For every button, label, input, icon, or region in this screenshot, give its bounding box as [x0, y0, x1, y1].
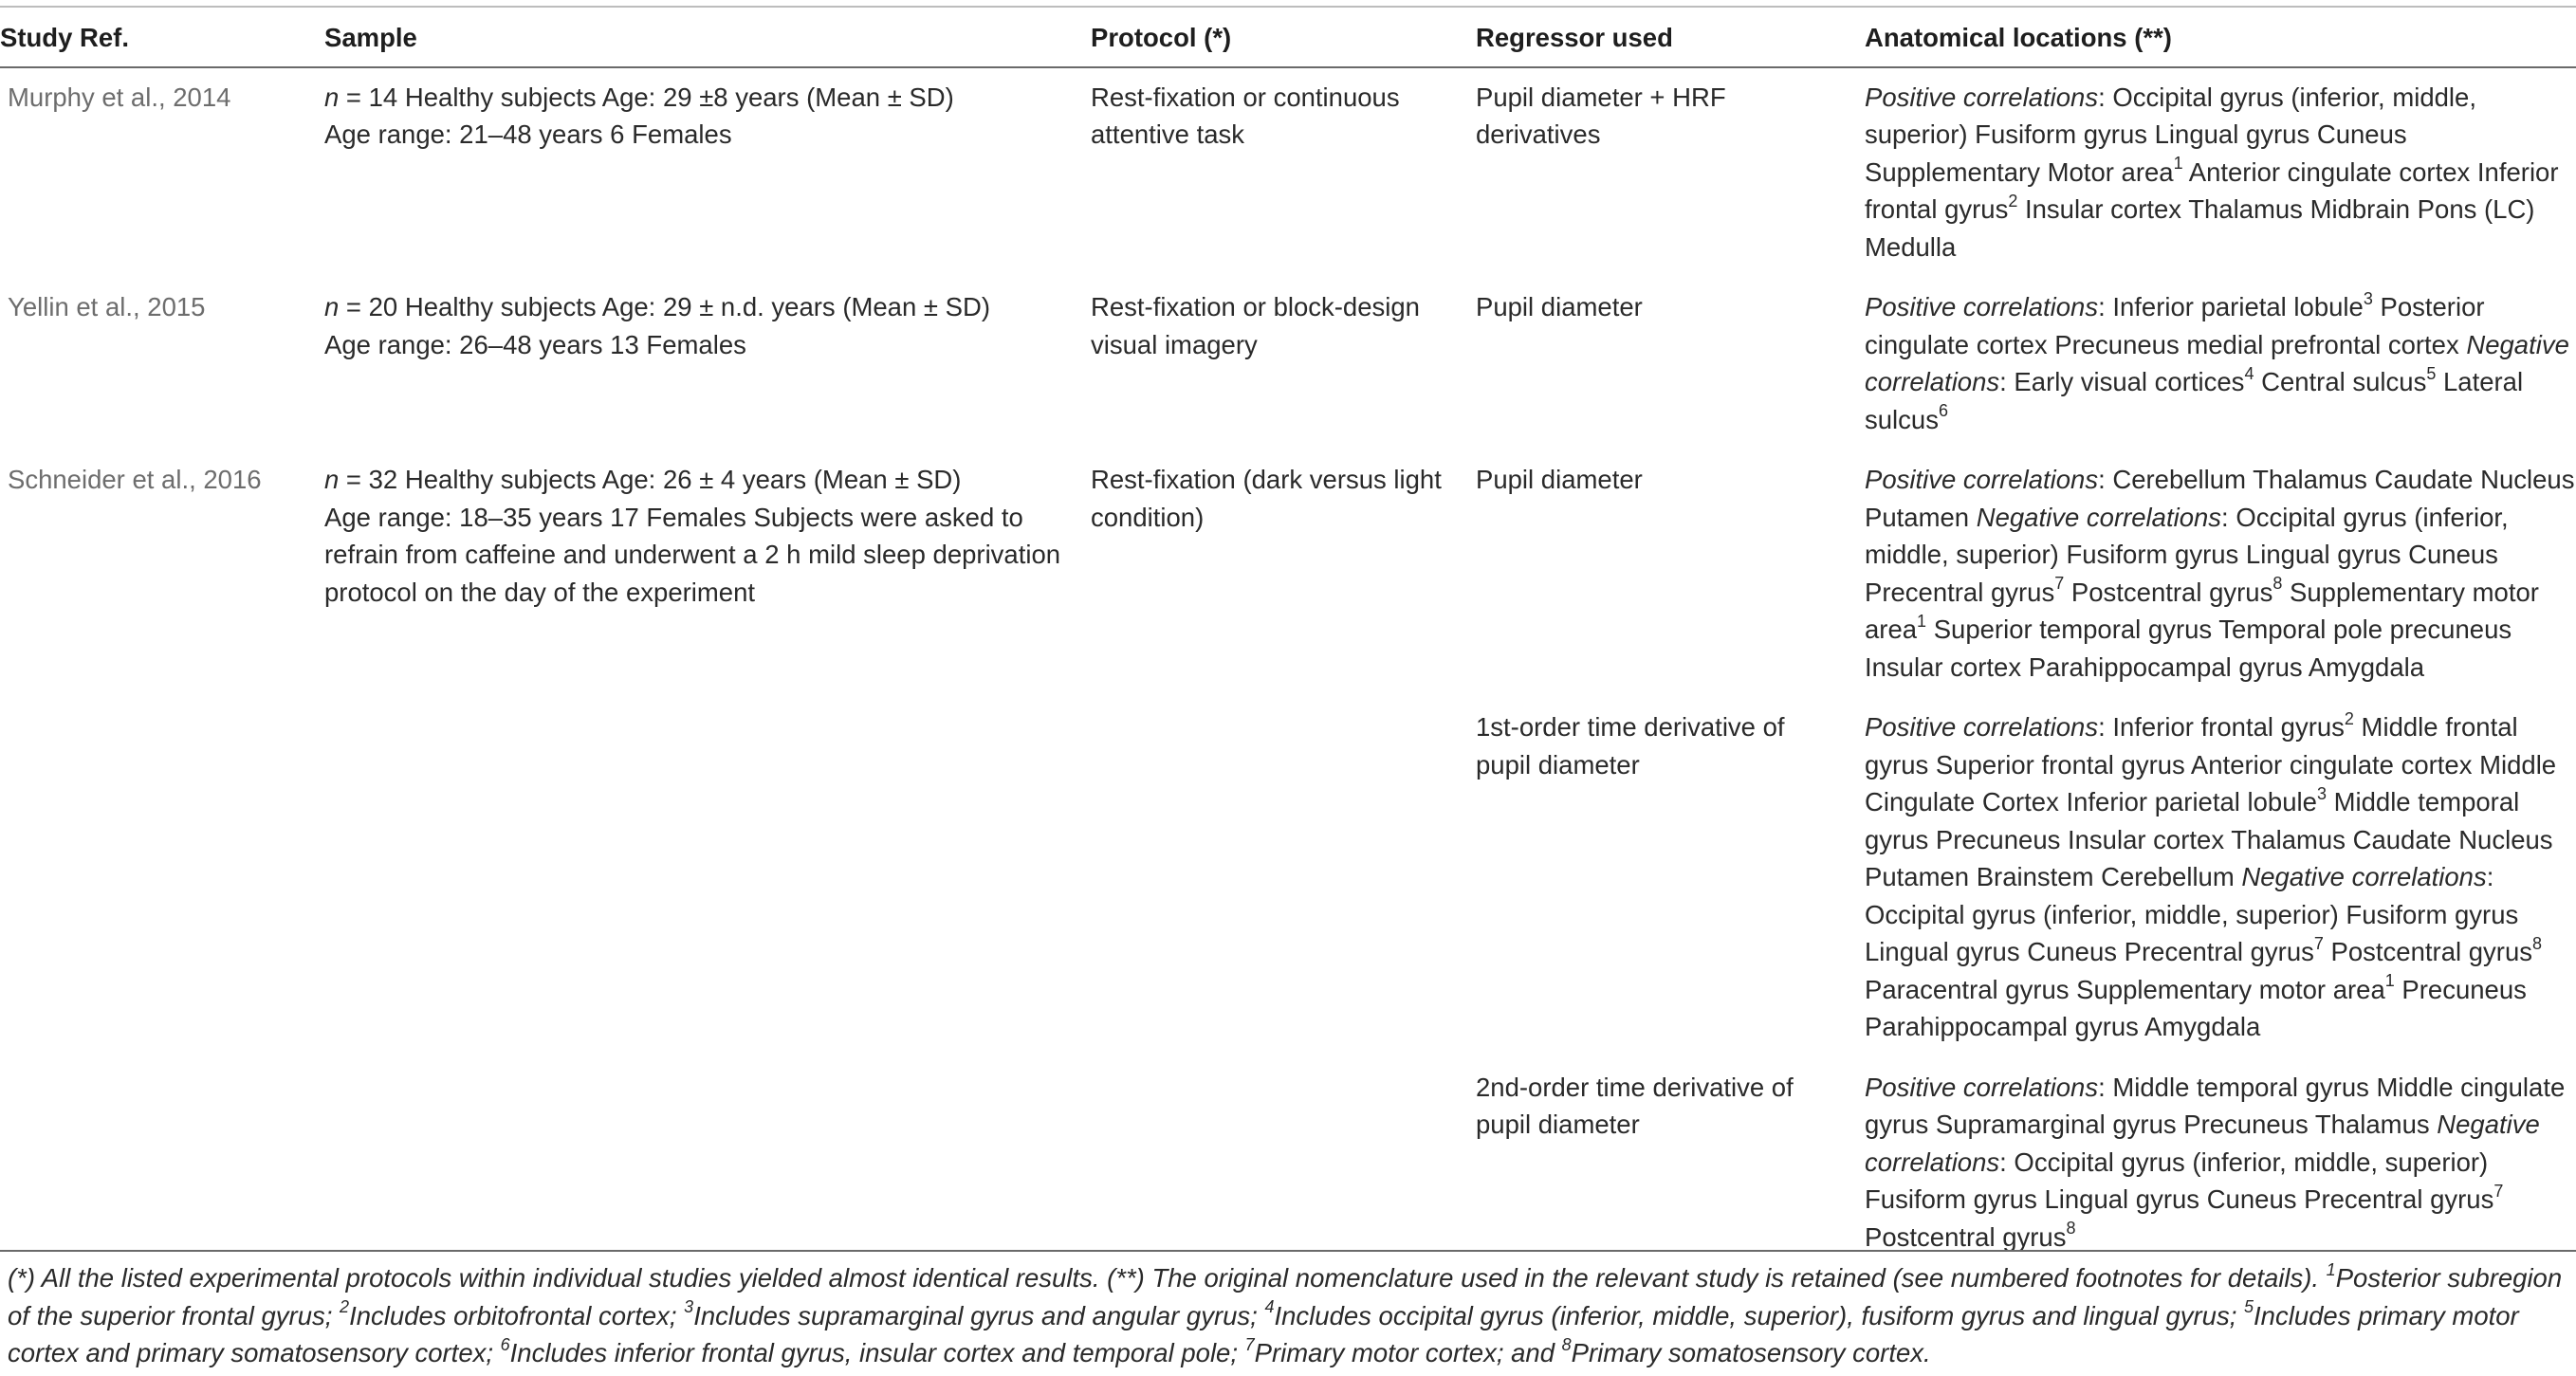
location-footnote-ref: 6 [1938, 401, 1948, 421]
footnote-footnote-ref: 7 [1244, 1334, 1255, 1354]
sample-summary: = 14 Healthy subjects Age: 29 ±8 years (Mean ± SD) [339, 82, 954, 112]
regressor-cell [1476, 278, 1865, 450]
location-label: Positive correlations [1865, 292, 2099, 321]
sample [324, 450, 1091, 623]
table-footnotes [8, 1259, 2568, 1372]
footnote-text: Includes inferior frontal gyrus, insular cortex and temporal pole; [509, 1338, 1245, 1367]
anatomical-locations-cell [1865, 67, 2576, 279]
location-footnote-ref: 7 [2313, 933, 2324, 953]
location-footnote-ref: 1 [1917, 611, 1927, 631]
location-text: : Inferior frontal gyrus [2098, 712, 2345, 742]
footnote-footnote-ref: 6 [500, 1334, 510, 1354]
location-text: Postcentral gyrus [1865, 1221, 2067, 1252]
sample-cell [324, 67, 1091, 279]
location-label: Negative correlations [1865, 329, 2569, 396]
location-footnote-ref: 5 [2426, 363, 2437, 383]
footnote-text: Includes supramarginal gyrus and angular gyrus; [693, 1300, 1265, 1330]
regressor-cell [1476, 67, 1865, 279]
location-text: Middle temporal gyrus Precuneus Insular cortex Thalamus Caudate Nucleus Putamen Brainstem Cerebellum [1865, 787, 2553, 891]
location-footnote-ref: 1 [2384, 971, 2395, 991]
sample-n-label: n [324, 465, 340, 494]
sample-summary: = 20 Healthy subjects Age: 29 ± n.d. years (Mean ± SD) [339, 292, 991, 321]
location-text: Paracentral gyrus Supplementary motor area [1865, 974, 2385, 1004]
sample-n-label: n [324, 292, 340, 321]
location-text: : Occipital gyrus (inferior, middle, superior) Fusiform gyrus Lingual gyrus Cuneus Precentral gyrus [1865, 862, 2519, 966]
study-ref-cell [0, 278, 324, 450]
location-footnote-ref: 2 [2008, 191, 2018, 211]
anatomical-locations-cell [1865, 278, 2576, 450]
sample-cell [324, 278, 1091, 450]
location-text: Central sulcus [2254, 367, 2427, 396]
protocol: Rest-fixation or continuous attentive task [1091, 82, 1400, 149]
footnote-footnote-ref: 1 [2326, 1259, 2336, 1279]
footnote-text: Includes primary motor cortex and primary somatosensory cortex; [8, 1300, 2519, 1367]
location-text: : Early visual cortices [1999, 367, 2245, 396]
study-ref-cell [0, 450, 324, 1268]
sample-details: Age range: 18–35 years 17 Females Subjects were asked to refrain from caffeine and underwent a 2 h mild sleep deprivation protocol on the day of the experiment [324, 502, 1061, 607]
anatomical-locations-cell [1865, 450, 2576, 698]
sample-details: Age range: 21–48 years 6 Females [324, 119, 732, 149]
location-footnote-ref: 2 [2344, 708, 2354, 728]
sample-summary: = 32 Healthy subjects Age: 26 ± 4 years (Mean ± SD) [339, 465, 962, 494]
sample-line [324, 461, 1091, 499]
location-label: Negative correlations [1976, 502, 2222, 532]
location-text: Middle frontal gyrus Superior frontal gyrus Anterior cingulate cortex Middle Cingulate Cortex Inferior parietal lobule [1865, 712, 2557, 816]
location-text: : Occipital gyrus (inferior, middle, superior) Fusiform gyrus Lingual gyrus Cuneus Precentral gyrus [1865, 502, 2509, 607]
location-text: : Inferior parietal lobule [2098, 292, 2364, 321]
footnote-footnote-ref: 8 [1561, 1334, 1572, 1354]
location-label: Positive correlations [1865, 1072, 2099, 1102]
table-row [0, 67, 2576, 279]
regressor: Pupil diameter [1476, 292, 1643, 321]
study-ref-cell [0, 67, 324, 279]
sample [324, 278, 1091, 376]
regressor: 1st-order time derivative of pupil diameter [1476, 712, 1785, 780]
sample [324, 68, 1091, 166]
footnote-text: Primary somatosensory cortex. [1571, 1338, 1931, 1367]
anatomical-locations [1865, 698, 2576, 1058]
location-text: : Occipital gyrus (inferior, middle, superior) Fusiform gyrus Lingual gyrus Cuneus Precentral gyrus [1865, 1147, 2494, 1214]
location-label: Negative correlations [1865, 1110, 2540, 1177]
anatomical-locations [1865, 68, 2576, 279]
location-text: Superior temporal gyrus Temporal pole precuneus Insular cortex Parahippocampal gyrus Amygdala [1865, 615, 2512, 682]
protocol-cell [1091, 278, 1476, 450]
location-label: Negative correlations [2241, 862, 2487, 891]
location-footnote-ref: 3 [2363, 288, 2373, 308]
location-text: Postcentral gyrus [2064, 577, 2273, 607]
sample-details: Age range: 26–48 years 13 Females [324, 329, 746, 359]
header-protocol: Protocol (*) [1091, 7, 1476, 67]
regressor: Pupil diameter + HRF derivatives [1476, 82, 1726, 149]
location-text: Insular cortex Thalamus Midbrain Pons (LC) Medulla [1865, 194, 2535, 262]
location-text: Anterior cingulate cortex Inferior frontal gyrus [1865, 156, 2559, 224]
anatomical-locations-cell [1865, 698, 2576, 1058]
footnote-footnote-ref: 2 [340, 1297, 350, 1317]
study-ref: Schneider et al., 2016 [8, 465, 262, 494]
location-footnote-ref: 7 [2054, 574, 2065, 594]
location-text: Postcentral gyrus [2323, 937, 2532, 966]
location-footnote-ref: 3 [2316, 783, 2327, 803]
sample-cell [324, 450, 1091, 1268]
location-label: Positive correlations [1865, 82, 2099, 112]
anatomical-locations-cell [1865, 1058, 2576, 1269]
regressor: Pupil diameter [1476, 465, 1643, 494]
location-footnote-ref: 4 [2244, 363, 2254, 383]
regressor: 2nd-order time derivative of pupil diameter [1476, 1072, 1794, 1139]
footnote-text: Includes orbitofrontal cortex; [349, 1300, 685, 1330]
header-row [0, 7, 2576, 67]
study-ref: Murphy et al., 2014 [8, 82, 231, 112]
footnote-divider [0, 1250, 2576, 1252]
table-row [0, 278, 2576, 450]
sample-line [324, 288, 1091, 326]
study-table [0, 6, 2576, 1268]
location-text: Posterior cingulate cortex Precuneus medial prefrontal cortex [1865, 292, 2485, 359]
anatomical-locations [1865, 450, 2576, 698]
protocol: Rest-fixation (dark versus light condition) [1091, 465, 1442, 532]
location-footnote-ref: 1 [2173, 154, 2183, 174]
protocol-cell [1091, 450, 1476, 1268]
footnote-text: Posterior subregion of the superior frontal gyrus; [8, 1263, 2563, 1330]
header-sample: Sample [324, 7, 1091, 67]
footnote-footnote-ref: 4 [1264, 1297, 1275, 1317]
location-text: : Cerebellum Thalamus Caudate Nucleus Putamen [1865, 465, 2575, 532]
protocol: Rest-fixation or block-design visual imagery [1091, 292, 1420, 359]
anatomical-locations [1865, 1058, 2576, 1269]
sample-n-label: n [324, 82, 340, 112]
location-text: : Middle temporal gyrus Middle cingulate gyrus Supramarginal gyrus Precuneus Thalamus [1865, 1072, 2566, 1139]
location-text: Precuneus Parahippocampal gyrus Amygdala [1865, 974, 2527, 1041]
table-header [0, 7, 2576, 67]
header-regressor: Regressor used [1476, 7, 1865, 67]
footnote-text: (*) All the listed experimental protocols within individual studies yielded almost identical results. (**) The original nomenclature used in the relevant study is retained (see numbered footnotes for details). [8, 1263, 2327, 1293]
table-body [0, 67, 2576, 1269]
location-footnote-ref: 8 [2066, 1219, 2076, 1238]
regressor-cell [1476, 1058, 1865, 1269]
regressor-cell [1476, 450, 1865, 698]
location-text: Supplementary motor area [1865, 577, 2539, 644]
regressor-cell [1476, 698, 1865, 1058]
footnote-footnote-ref: 5 [2244, 1297, 2254, 1317]
header-study-ref: Study Ref. [0, 7, 324, 67]
location-label: Positive correlations [1865, 465, 2099, 494]
location-footnote-ref: 8 [2532, 933, 2543, 953]
location-footnote-ref: 8 [2272, 574, 2283, 594]
location-footnote-ref: 7 [2493, 1181, 2504, 1201]
header-anatomical-locations: Anatomical locations (**) [1865, 7, 2576, 67]
location-text: Lateral sulcus [1865, 367, 2524, 434]
location-label: Positive correlations [1865, 712, 2099, 742]
location-text: : Occipital gyrus (inferior, middle, superior) Fusiform gyrus Lingual gyrus Cuneus Supplementary Motor area [1865, 82, 2476, 187]
table-row [0, 450, 2576, 698]
footnote-footnote-ref: 3 [684, 1297, 694, 1317]
protocol-cell [1091, 67, 1476, 279]
footnote-text: Primary motor cortex; and [1254, 1338, 1562, 1367]
anatomical-locations [1865, 278, 2576, 450]
footnote-text: Includes occipital gyrus (inferior, middle, superior), fusiform gyrus and lingual gyrus; [1274, 1300, 2245, 1330]
sample-line [324, 79, 1091, 117]
study-ref: Yellin et al., 2015 [8, 292, 206, 321]
